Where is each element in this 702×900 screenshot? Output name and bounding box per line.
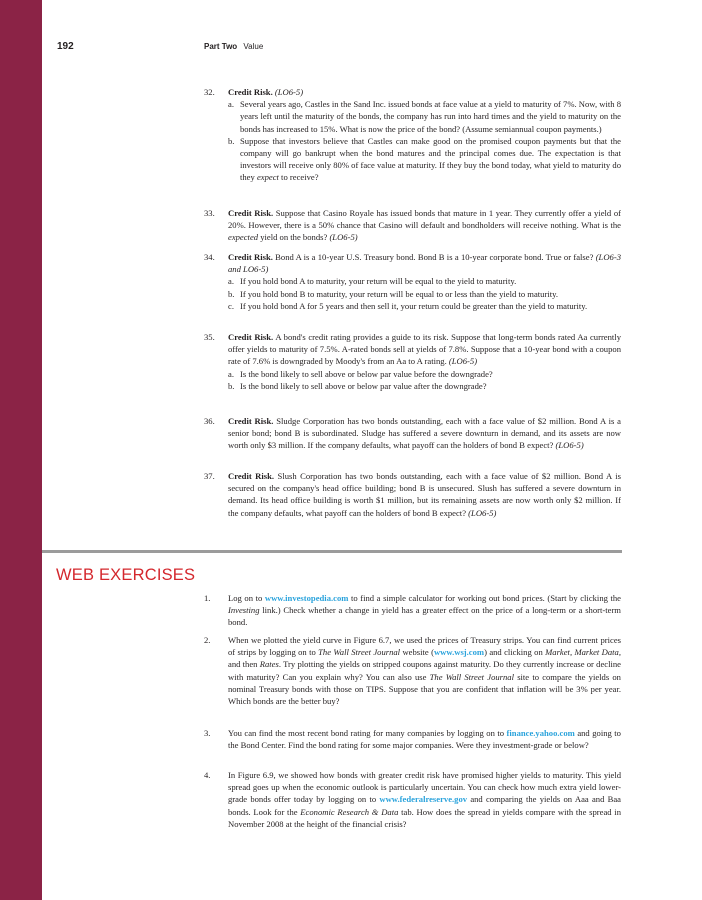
problem-body: Credit Risk. A bond's credit rating provides a guide to its risk. Suppose that long-term bonds rated Aa currently offer yields to maturity of 7.5%. A-rated bonds sell at yields of 7.8%. Suppose that a 10-year bond with a coupon rate of 7.6% is downgraded by Moody's from an Aa to A rating. (LO6-5) bbox=[228, 332, 621, 367]
sub-label: a. bbox=[228, 99, 234, 110]
part-label: Part Two bbox=[204, 42, 238, 51]
exercise-number: 1. bbox=[204, 593, 211, 603]
sub-question: c. If you hold bond A for 5 years and then sell it, your return could be greater than the yield to maturity. bbox=[228, 300, 588, 311]
problem-body: Credit Risk. Suppose that Casino Royale has issued bonds that mature in 1 year. They currently offer a yield of 20%. However, there is a 50% chance that Casino will default and bondholders will receive nothing. What is the expected yield on the bonds? (LO6-5) bbox=[228, 208, 621, 243]
exercise-body: When we plotted the yield curve in Figure 6.7, we used the prices of Treasury strips. You can find current prices of strips by logging on to The Wall Street Journal website (www.wsj.com) and clicking on Market, Market Data, and then Rates. Try plotting the yields on stripped coupons against maturity. Do they currently increase or decline with maturity? Can you explain why? You can also use The Wall Street Journal site to compare the yields on nominal Treasury bonds with those on TIPS. Suppose that you are confident that inflation will be 3% per year. Which bonds are the better buy? bbox=[228, 635, 621, 707]
problem-32 bbox=[204, 86, 621, 184]
sub-question bbox=[228, 135, 621, 184]
web-exercise-1 bbox=[204, 592, 621, 629]
problem-number: 35. bbox=[204, 332, 215, 342]
problem-title: Credit Risk. bbox=[228, 252, 273, 262]
problem-35 bbox=[204, 331, 621, 392]
problem-33 bbox=[204, 207, 621, 244]
problem-title: Credit Risk. bbox=[228, 471, 275, 481]
problem-number: 33. bbox=[204, 208, 215, 218]
problem-ref: (LO6-5) bbox=[555, 440, 584, 451]
web-exercises-heading: WEB EXERCISES bbox=[56, 566, 196, 584]
problem-body: Credit Risk. Bond A is a 10-year U.S. Treasury bond. Bond B is a 10-year corporate bond. True or false? (LO6-3 and LO6-5) bbox=[228, 252, 621, 275]
problem-36 bbox=[204, 415, 621, 452]
sub-question: b. Is the bond likely to sell above or below par value after the downgrade? bbox=[228, 380, 487, 391]
problem-number: 37. bbox=[204, 471, 215, 481]
web-exercise-3 bbox=[204, 727, 621, 751]
problem-title: Credit Risk. bbox=[228, 332, 274, 342]
problem-ref: (LO6-5) bbox=[274, 87, 304, 97]
problem-ref: (LO6-3 and LO6-5) bbox=[228, 252, 621, 275]
part-title: Value bbox=[243, 42, 264, 51]
problem-title: Credit Risk. bbox=[228, 416, 274, 426]
link-federal-reserve[interactable]: www.federalreserve.gov bbox=[379, 794, 468, 805]
problem-number: 32. bbox=[204, 87, 215, 97]
problem-number: 36. bbox=[204, 416, 215, 426]
exercise-number: 2. bbox=[204, 635, 211, 645]
sub-text: Several years ago, Castles in the Sand Inc. issued bonds at face value at a yield to maturity of 7%. Now, with 8 years left until the maturity of the bonds, the company has run into hard times and the yield to maturity on the bonds has increased to 15%. What is now the price of the bond? (Assume semiannual coupon payments.) bbox=[240, 99, 621, 134]
sub-label: b. bbox=[228, 135, 235, 146]
link-investopedia[interactable]: www.investopedia.com bbox=[264, 593, 349, 603]
problem-ref: (LO6-5) bbox=[448, 356, 478, 367]
exercise-body: You can find the most recent bond rating for many companies by logging on to finance.yahoo.com and going to the Bond Center. Find the bond rating for some major companies. Were they investment-grade or below? bbox=[228, 728, 621, 751]
section-divider bbox=[42, 550, 622, 553]
web-exercise-2 bbox=[204, 634, 621, 707]
link-wsj[interactable]: www.wsj.com bbox=[433, 647, 485, 658]
exercise-number: 4. bbox=[204, 770, 211, 780]
problem-body: Credit Risk. Slush Corporation has two bonds outstanding, each with a face value of $2 million. Bond A is secured on the company's head office building; bond B is unsecured. Slush has suffered a severe downturn in demand. Its head office building is worth $1 million, but its remaining assets are now worth only $2 million. If the company defaults, what payoff can the holders of bond B expect? (LO6-5) bbox=[228, 471, 621, 518]
exercise-body: In Figure 6.9, we showed how bonds with greater credit risk have promised higher yields to maturity. This yield spread goes up when the economic outlook is particularly uncertain. You can check how much extra yield lower-grade bonds offer today by logging on to www.federalreserve.gov and comparing the yields on Aaa and Baa bonds. Look for the Economic Research & Data tab. How does the spread in yields compare with the spread in November 2008 at the height of the financial crisis? bbox=[228, 770, 621, 829]
running-header bbox=[204, 42, 263, 51]
sub-question: b. If you hold bond B to maturity, your return will be equal to or less than the yield to maturity. bbox=[228, 288, 558, 299]
problem-34 bbox=[204, 251, 621, 312]
problem-body: Credit Risk. Sludge Corporation has two bonds outstanding, each with a face value of $2 million. Bond A is a senior bond; bond B is subordinated. Sludge has suffered a severe downturn in demand, and its assets are now worth only $3 million. If the company defaults, what payoff can the holders of bond B expect? (LO6-5) bbox=[228, 416, 621, 451]
sub-text: Suppose that investors believe that Castles can make good on the promised coupon payments but that the company will go bankrupt when the bond matures and the principal comes due. The expectation is that investors will receive only 80% of face value at maturity. If they buy the bond today, what yield to maturity do they expect to receive? bbox=[240, 135, 621, 183]
exercise-body: Log on to www.investopedia.com to find a simple calculator for working out bond prices. (Start by clicking the Investing link.) Check whether a change in yield has a greater effect on the price of a long-term or a short-term bond. bbox=[228, 593, 621, 628]
page-number: 192 bbox=[57, 41, 74, 52]
exercise-number: 3. bbox=[204, 728, 211, 738]
problem-title: Credit Risk. bbox=[228, 87, 273, 97]
problem-title: Credit Risk. bbox=[228, 208, 274, 218]
link-yahoo-finance[interactable]: finance.yahoo.com bbox=[506, 728, 575, 738]
problem-body bbox=[228, 86, 621, 98]
sub-question bbox=[228, 98, 621, 135]
problem-number: 34. bbox=[204, 252, 215, 262]
problem-ref: (LO6-5) bbox=[468, 507, 497, 518]
sub-question: a. Is the bond likely to sell above or below par value before the downgrade? bbox=[228, 368, 493, 379]
problem-37 bbox=[204, 470, 621, 519]
sidebar-stripe bbox=[0, 0, 42, 900]
web-exercise-4 bbox=[204, 769, 621, 830]
problem-ref: (LO6-5) bbox=[329, 232, 358, 243]
sub-question: a. If you hold bond A to maturity, your return will be equal to the yield to maturity. bbox=[228, 276, 517, 287]
